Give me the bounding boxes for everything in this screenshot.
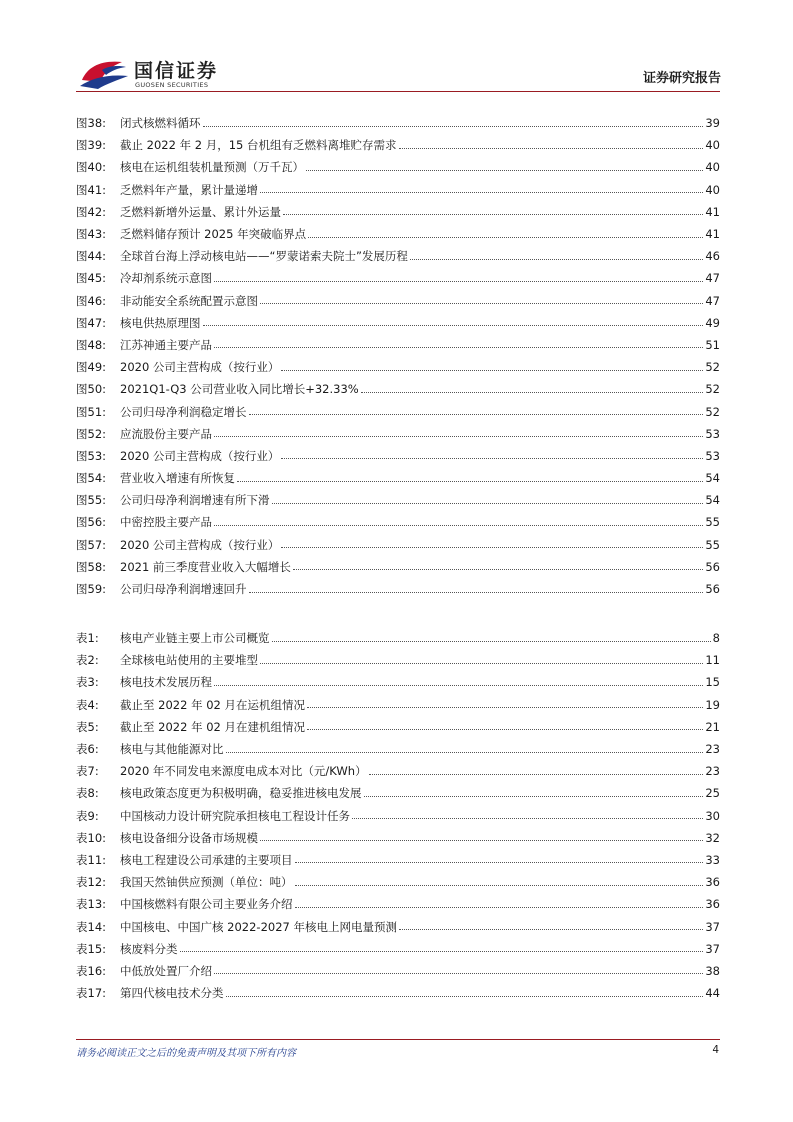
toc-entry-page[interactable]: 41: [705, 204, 720, 219]
toc-entry-page[interactable]: 36: [705, 875, 720, 890]
dot-leader: [214, 525, 703, 526]
dot-leader: [249, 592, 704, 593]
toc-entry-page[interactable]: 37: [705, 941, 720, 956]
toc-entry-title[interactable]: 公司归母净利润增速回升: [120, 582, 247, 597]
dot-leader: [283, 214, 703, 215]
toc-entry-label: 表2:: [76, 653, 99, 668]
figure-toc-entry[interactable]: [76, 534, 720, 556]
toc-entry-page[interactable]: 11: [705, 653, 720, 668]
toc-entry-title[interactable]: 中国核动力设计研究院承担核电工程设计任务: [120, 808, 350, 823]
toc-entry-title[interactable]: 营业收入增速有所恢复: [120, 471, 235, 486]
toc-entry-label: 表1:: [76, 631, 99, 646]
table-toc-entry[interactable]: [76, 671, 720, 693]
toc-entry-label: 表15:: [76, 941, 107, 956]
toc-entry-title[interactable]: 闭式核燃料循环: [120, 116, 201, 131]
toc-entry-page[interactable]: 47: [705, 293, 720, 308]
dot-leader: [260, 840, 703, 841]
toc-entry-title[interactable]: 江苏神通主要产品: [120, 337, 212, 352]
dot-leader: [214, 685, 703, 686]
toc-entry-label: 图59:: [76, 582, 107, 597]
toc-entry-page[interactable]: 37: [705, 919, 720, 934]
page-number: 4: [712, 1044, 719, 1056]
toc-entry-title[interactable]: 核电在运机组装机量预测（万千瓦）: [120, 160, 304, 175]
table-toc-entry[interactable]: [76, 738, 720, 760]
toc-entry-title[interactable]: 2020 公司主营构成（按行业）: [120, 537, 280, 552]
toc-entry-page[interactable]: 33: [705, 852, 720, 867]
toc-entry-page[interactable]: 52: [705, 404, 720, 419]
toc-entry-page[interactable]: 30: [705, 808, 720, 823]
toc-entry-label: 图55:: [76, 493, 107, 508]
toc-entry-page[interactable]: 40: [705, 160, 720, 175]
toc-entry-title[interactable]: 我国天然铀供应预测（单位：吨）: [120, 875, 293, 890]
toc-entry-label: 表6:: [76, 742, 99, 757]
toc-entry-title[interactable]: 全球首台海上浮动核电站——“罗蒙诺索夫院士”发展历程: [120, 249, 408, 264]
dot-leader: [281, 547, 703, 548]
table-toc-entry[interactable]: [76, 982, 720, 1004]
dot-leader: [249, 414, 704, 415]
toc-entry-page[interactable]: 44: [705, 986, 720, 1001]
toc-entry-title[interactable]: 乏燃料新增外运量、累计外运量: [120, 204, 281, 219]
toc-entry-label: 表12:: [76, 875, 107, 890]
dot-leader: [281, 458, 703, 459]
figure-toc-entry[interactable]: [76, 245, 720, 267]
dot-leader: [180, 951, 704, 952]
table-toc-entry[interactable]: [76, 805, 720, 827]
dot-leader: [203, 325, 704, 326]
dot-leader: [281, 370, 703, 371]
toc-entry-title[interactable]: 中低放处置厂介绍: [120, 963, 212, 978]
dot-leader: [364, 796, 704, 797]
toc-entry-title[interactable]: 核电技术发展历程: [120, 675, 212, 690]
dot-leader: [306, 170, 703, 171]
figure-toc-entry[interactable]: [76, 156, 720, 178]
toc-entry-label: 图40:: [76, 160, 107, 175]
toc-entry-title[interactable]: 核电供热原理图: [120, 315, 201, 330]
figure-toc-entry[interactable]: [76, 201, 720, 223]
figure-toc-entry[interactable]: [76, 423, 720, 445]
table-toc-entry[interactable]: [76, 893, 720, 915]
dot-leader: [295, 862, 704, 863]
toc-entry-page[interactable]: 56: [705, 559, 720, 574]
footer-divider: [76, 1039, 720, 1040]
dot-leader: [214, 436, 703, 437]
toc-entry-title[interactable]: 2021Q1-Q3 公司营业收入同比增长+32.33%: [120, 382, 359, 397]
dot-leader: [352, 818, 703, 819]
toc-entry-label: 图50:: [76, 382, 107, 397]
toc-entry-page[interactable]: 49: [705, 315, 720, 330]
table-toc-entry[interactable]: [76, 938, 720, 960]
toc-entry-title[interactable]: 核电与其他能源对比: [120, 742, 224, 757]
figure-toc-entry[interactable]: [76, 334, 720, 356]
toc-entry-title[interactable]: 核废料分类: [120, 941, 178, 956]
toc-entry-title[interactable]: 截止 2022 年 2 月，15 台机组有乏燃料离堆贮存需求: [120, 138, 397, 153]
dot-leader: [260, 192, 703, 193]
figure-toc-entry[interactable]: [76, 267, 720, 289]
toc-entry-page[interactable]: 52: [705, 382, 720, 397]
dot-leader: [272, 641, 711, 642]
toc-entry-title[interactable]: 公司归母净利润增速有所下滑: [120, 493, 270, 508]
toc-entry-title[interactable]: 截止至 2022 年 02 月在建机组情况: [120, 719, 306, 734]
toc-entry-label: 表16:: [76, 963, 107, 978]
toc-entry-page[interactable]: 41: [705, 227, 720, 242]
toc-entry-page[interactable]: 55: [705, 515, 720, 530]
toc-entry-label: 图39:: [76, 138, 107, 153]
dot-leader: [260, 303, 703, 304]
toc-entry-label: 表13:: [76, 897, 107, 912]
figure-toc-entry[interactable]: [76, 489, 720, 511]
table-toc-entry[interactable]: [76, 760, 720, 782]
toc-entry-page[interactable]: 51: [705, 337, 720, 352]
toc-entry-page[interactable]: 54: [705, 493, 720, 508]
toc-entry-label: 图56:: [76, 515, 107, 530]
logo-chinese-name: 国信证券: [134, 60, 219, 82]
toc-entry-label: 表11:: [76, 852, 107, 867]
toc-entry-page[interactable]: 46: [705, 249, 720, 264]
figure-toc-entry[interactable]: [76, 467, 720, 489]
toc-entry-title[interactable]: 公司归母净利润稳定增长: [120, 404, 247, 419]
toc-entry-page[interactable]: 15: [705, 675, 720, 690]
toc-entry-title[interactable]: 中国核电、中国广核 2022-2027 年核电上网电量预测: [120, 919, 397, 934]
figure-toc-entry[interactable]: [76, 290, 720, 312]
guosen-logo-icon: [78, 56, 132, 90]
toc-entry-label: 图54:: [76, 471, 107, 486]
toc-entry-label: 表5:: [76, 719, 99, 734]
toc-entry-page[interactable]: 32: [705, 830, 720, 845]
dot-leader: [307, 707, 703, 708]
figure-toc-entry[interactable]: [76, 556, 720, 578]
company-logo: [78, 56, 258, 92]
toc-entry-page[interactable]: 36: [705, 897, 720, 912]
toc-entry-label: 表10:: [76, 830, 107, 845]
toc-entry-label: 图48:: [76, 337, 107, 352]
dot-leader: [214, 281, 703, 282]
toc-entry-title[interactable]: 核电设备细分设备市场规模: [120, 830, 258, 845]
toc-entry-label: 图57:: [76, 537, 107, 552]
dot-leader: [369, 774, 704, 775]
dot-leader: [295, 907, 704, 908]
dot-leader: [307, 729, 703, 730]
toc-entry-label: 图38:: [76, 116, 107, 131]
toc-entry-page[interactable]: 25: [705, 786, 720, 801]
toc-entry-title[interactable]: 核电产业链主要上市公司概览: [120, 631, 270, 646]
toc-entry-page[interactable]: 56: [705, 582, 720, 597]
table-toc-entry[interactable]: [76, 627, 720, 649]
toc-entry-title[interactable]: 2020 公司主营构成（按行业）: [120, 360, 280, 375]
toc-entry-label: 图47:: [76, 315, 107, 330]
table-toc-entry[interactable]: [76, 871, 720, 893]
toc-entry-label: 图44:: [76, 249, 107, 264]
figure-toc-entry[interactable]: [76, 445, 720, 467]
toc-entry-title[interactable]: 冷却剂系统示意图: [120, 271, 212, 286]
toc-entry-title[interactable]: 中密控股主要产品: [120, 515, 212, 530]
toc-entry-label: 表4:: [76, 697, 99, 712]
toc-entry-label: 图43:: [76, 227, 107, 242]
toc-entry-page[interactable]: 54: [705, 471, 720, 486]
toc-entry-title[interactable]: 乏燃料储存预计 2025 年突破临界点: [120, 227, 307, 242]
table-toc-entry[interactable]: [76, 782, 720, 804]
toc-entry-title[interactable]: 第四代核电技术分类: [120, 986, 224, 1001]
figure-toc-entry[interactable]: [76, 400, 720, 422]
toc-entry-page[interactable]: 40: [705, 138, 720, 153]
toc-entry-page[interactable]: 23: [705, 764, 720, 779]
table-toc-entry[interactable]: [76, 915, 720, 937]
toc-entry-label: 表3:: [76, 675, 99, 690]
toc-entry-page[interactable]: 40: [705, 182, 720, 197]
toc-entry-page[interactable]: 21: [705, 719, 720, 734]
dot-leader: [293, 569, 703, 570]
toc-entry-label: 图52:: [76, 426, 107, 441]
report-type-label: 证券研究报告: [642, 71, 721, 86]
figure-toc-entry[interactable]: [76, 578, 720, 600]
table-toc-entry[interactable]: [76, 649, 720, 671]
dot-leader: [237, 481, 703, 482]
toc-entry-label: 图49:: [76, 360, 107, 375]
toc-entry-label: 图41:: [76, 182, 107, 197]
toc-entry-page[interactable]: 53: [705, 426, 720, 441]
toc-entry-label: 表17:: [76, 986, 107, 1001]
figure-toc-entry[interactable]: [76, 223, 720, 245]
toc-entry-title[interactable]: 2020 公司主营构成（按行业）: [120, 448, 280, 463]
table-toc-entry[interactable]: [76, 694, 720, 716]
toc-entry-label: 图53:: [76, 448, 107, 463]
dot-leader: [214, 973, 703, 974]
table-toc-entry[interactable]: [76, 716, 720, 738]
toc-entry-page[interactable]: 19: [705, 697, 720, 712]
toc-entry-label: 图42:: [76, 204, 107, 219]
toc-entry-page[interactable]: 55: [705, 537, 720, 552]
toc-entry-title[interactable]: 2021 前三季度营业收入大幅增长: [120, 559, 291, 574]
figure-toc-entry[interactable]: [76, 112, 720, 134]
toc-entry-title[interactable]: 2020 年不同发电来源度电成本对比（元/KWh）: [120, 764, 367, 779]
toc-entry-label: 表8:: [76, 786, 99, 801]
table-toc-entry[interactable]: [76, 960, 720, 982]
dot-leader: [203, 126, 704, 127]
toc-entry-title[interactable]: 应流股份主要产品: [120, 426, 212, 441]
toc-entry-label: 表7:: [76, 764, 99, 779]
toc-entry-title[interactable]: 全球核电站使用的主要堆型: [120, 653, 258, 668]
footer-disclaimer: 请务必阅读正文之后的免责声明及其项下所有内容: [76, 1048, 296, 1059]
figure-toc-entry[interactable]: [76, 134, 720, 156]
dot-leader: [272, 503, 704, 504]
toc-entry-page[interactable]: 8: [712, 631, 720, 646]
dot-leader: [226, 996, 704, 997]
toc-entry-page[interactable]: 39: [705, 116, 720, 131]
figure-toc-entry[interactable]: [76, 511, 720, 533]
figure-toc-entry[interactable]: [76, 179, 720, 201]
toc-entry-title[interactable]: 核电工程建设公司承建的主要项目: [120, 852, 293, 867]
toc-entry-title[interactable]: 中国核燃料有限公司主要业务介绍: [120, 897, 293, 912]
toc-entry-label: 表14:: [76, 919, 107, 934]
page-header: [0, 0, 793, 100]
toc-entry-label: 图46:: [76, 293, 107, 308]
toc-entry-page[interactable]: 53: [705, 448, 720, 463]
header-divider: [76, 91, 720, 92]
figure-toc-entry[interactable]: [76, 312, 720, 334]
dot-leader: [399, 929, 703, 930]
toc-entry-label: 表9:: [76, 808, 99, 823]
toc-entry-page[interactable]: 23: [705, 742, 720, 757]
toc-entry-title[interactable]: 非动能安全系统配置示意图: [120, 293, 258, 308]
toc-entry-title[interactable]: 截止至 2022 年 02 月在运机组情况: [120, 697, 306, 712]
figure-toc-entry[interactable]: [76, 356, 720, 378]
table-list: [76, 627, 720, 1004]
table-toc-entry[interactable]: [76, 827, 720, 849]
dot-leader: [260, 663, 703, 664]
dot-leader: [361, 392, 704, 393]
dot-leader: [399, 148, 704, 149]
logo-english-name: GUOSEN SECURITIES: [135, 81, 209, 89]
dot-leader: [295, 885, 704, 886]
toc-entry-title[interactable]: 核电政策态度更为积极明确，稳妥推进核电发展: [120, 786, 362, 801]
figure-toc-entry[interactable]: [76, 378, 720, 400]
dot-leader: [214, 347, 703, 348]
toc-entry-page[interactable]: 38: [705, 963, 720, 978]
toc-entry-page[interactable]: 47: [705, 271, 720, 286]
toc-entry-label: 图58:: [76, 559, 107, 574]
dot-leader: [410, 259, 703, 260]
dot-leader: [226, 752, 704, 753]
dot-leader: [308, 237, 703, 238]
toc-entry-page[interactable]: 52: [705, 360, 720, 375]
table-toc-entry[interactable]: [76, 849, 720, 871]
figure-list: [76, 112, 720, 600]
toc-entry-title[interactable]: 乏燃料年产量，累计量递增: [120, 182, 258, 197]
toc-entry-label: 图51:: [76, 404, 107, 419]
toc-entry-label: 图45:: [76, 271, 107, 286]
